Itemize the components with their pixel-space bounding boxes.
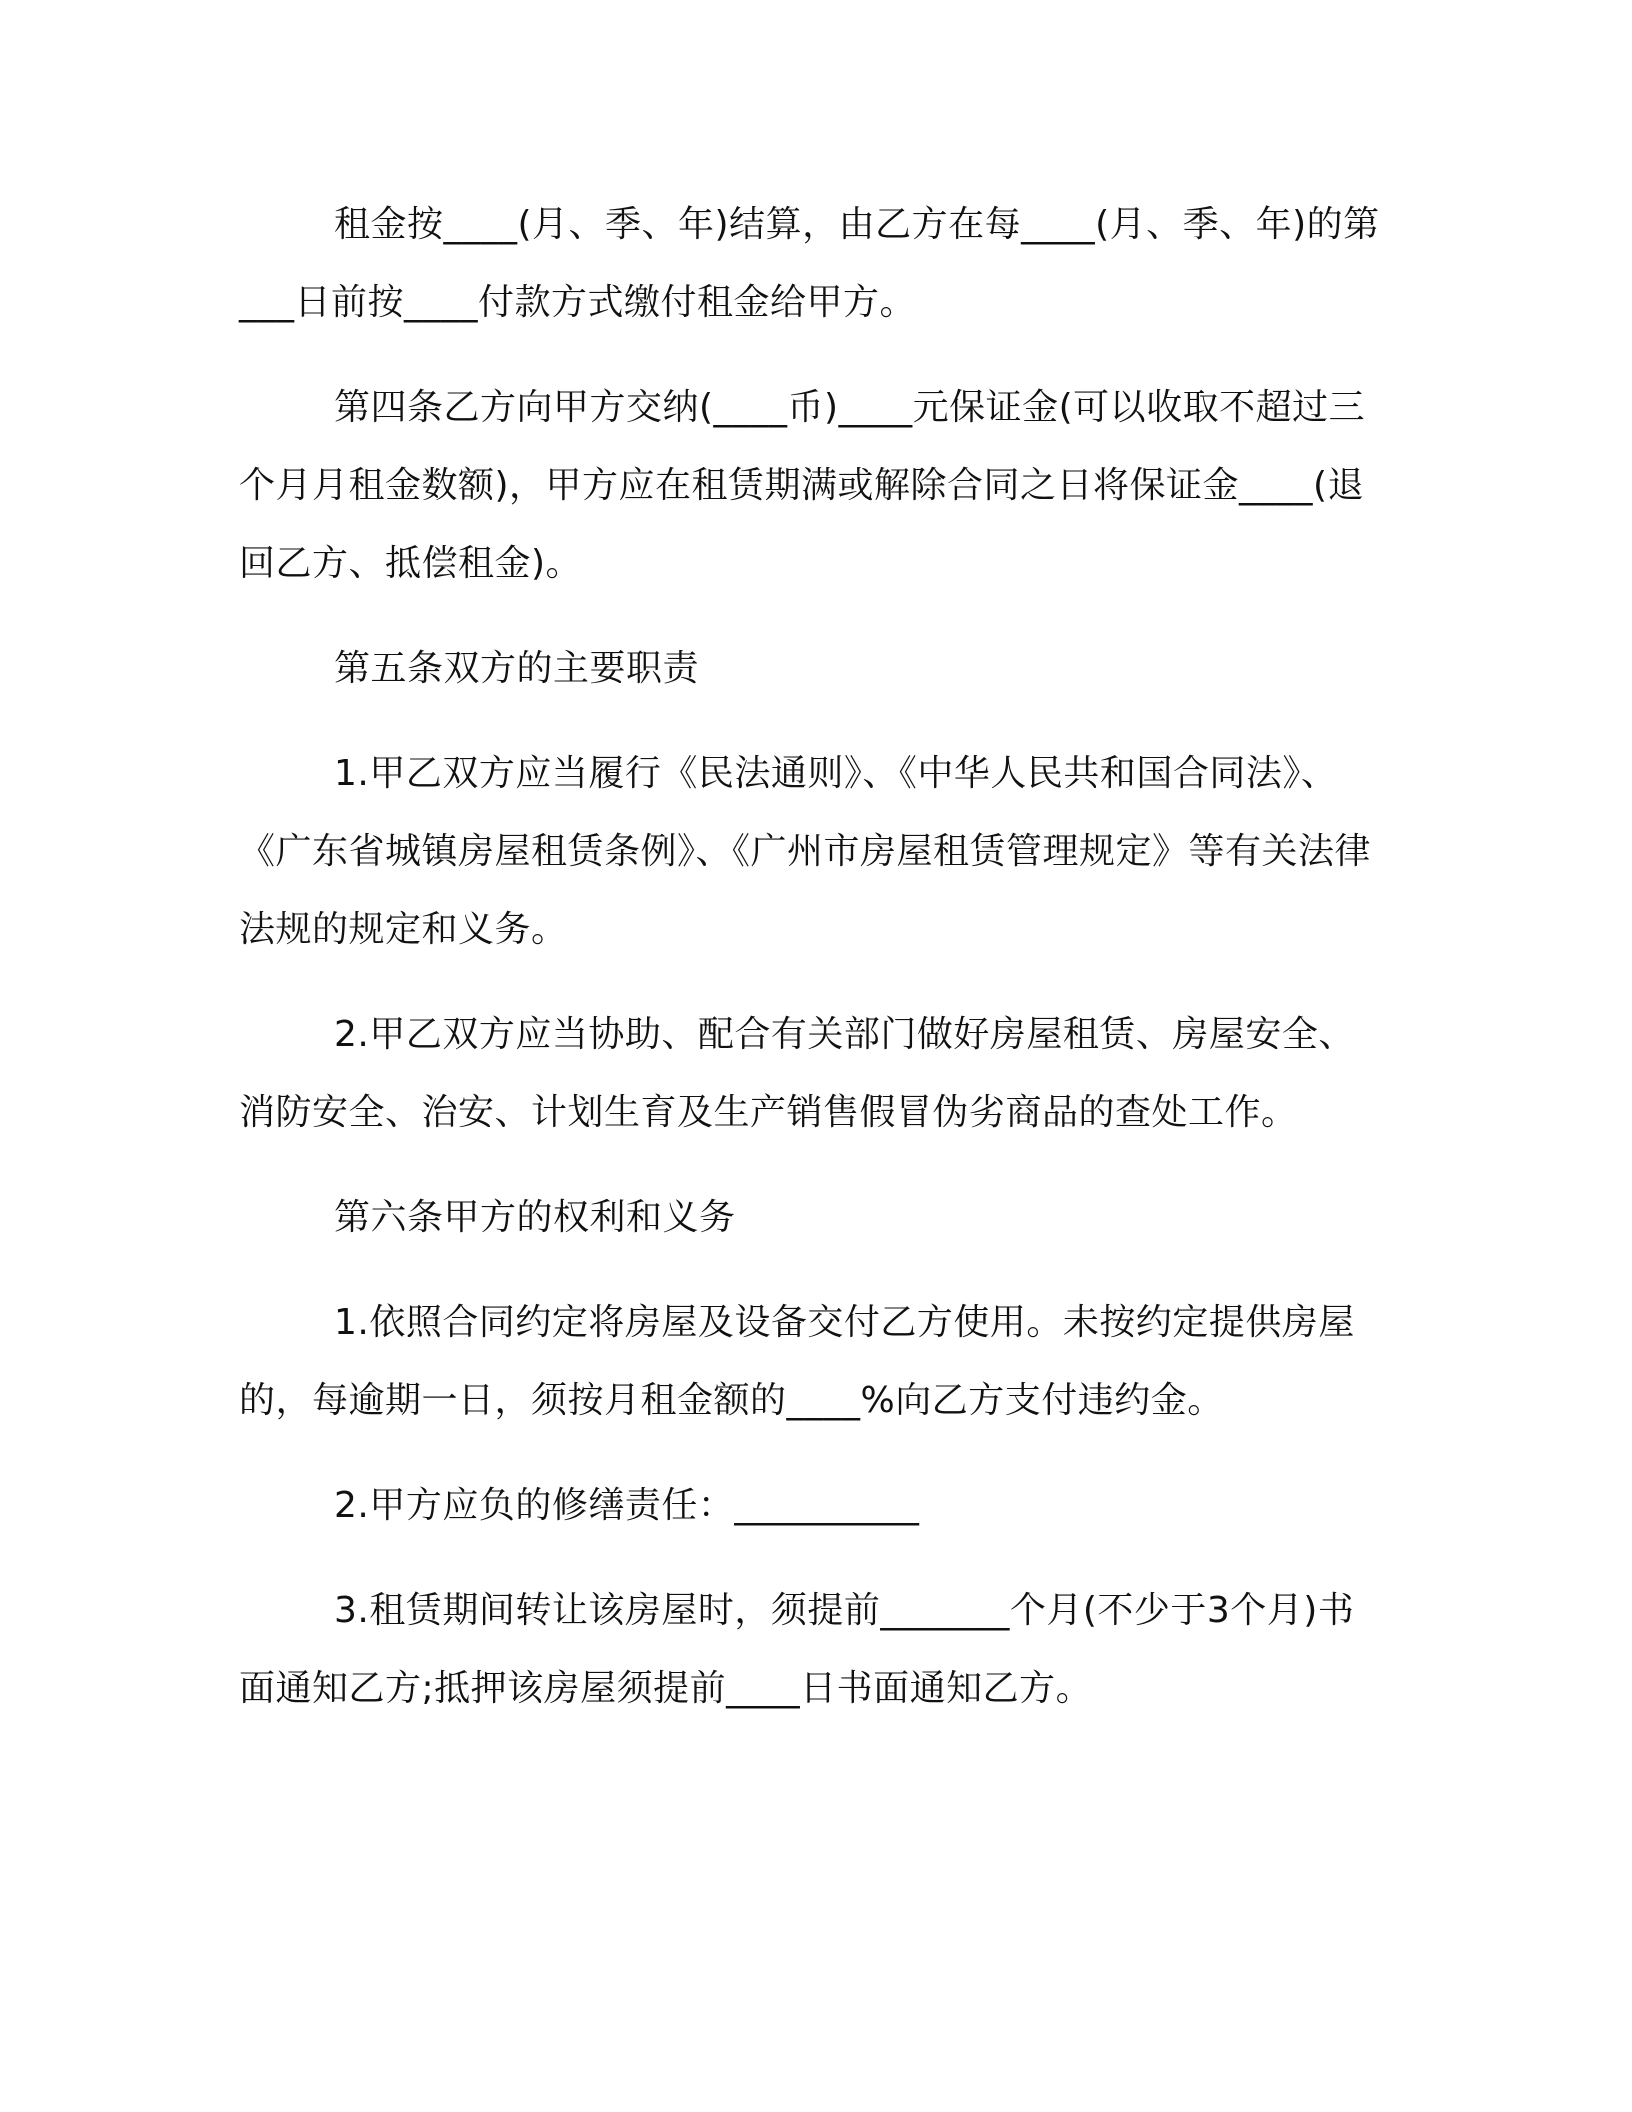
paragraph-article-5-item-1: 1.甲乙双方应当履行《民法通则》、《中华人民共和国合同法》、《广东省城镇房屋租赁条例》、《广州市房屋租赁管理规定》等有关法律法规的规定和义务。: [239, 753, 1372, 950]
heading-article-5: 第五条双方的主要职责: [334, 648, 700, 689]
document-body: [239, 186, 1389, 1755]
paragraph-article-4-deposit: 第四条乙方向甲方交纳(____币)____元保证金(可以收取不超过三个月月租金数额)，甲方应在租赁期满或解除合同之日将保证金____(退回乙方、抵偿租金)。: [239, 387, 1366, 584]
heading-article-6: 第六条甲方的权利和义务: [334, 1197, 736, 1238]
paragraph-article-6-item-2: 2.甲方应负的修缮责任：__________: [334, 1485, 920, 1526]
paragraph-rent-settlement: 租金按____(月、季、年)结算，由乙方在每____(月、季、年)的第___日前按____付款方式缴付租金给甲方。: [239, 204, 1380, 323]
paragraph-article-6-item-1: 1.依照合同约定将房屋及设备交付乙方使用。未按约定提供房屋的，每逾期一日，须按月租金额的____%向乙方支付违约金。: [239, 1302, 1355, 1421]
paragraph-article-6-item-3: 3.租赁期间转让该房屋时，须提前_______个月(不少于3个月)书面通知乙方;抵押该房屋须提前____日书面通知乙方。: [239, 1590, 1355, 1709]
paragraph-article-5-item-2: 2.甲乙双方应当协助、配合有关部门做好房屋租赁、房屋安全、消防安全、治安、计划生育及生产销售假冒伪劣商品的查处工作。: [239, 1014, 1355, 1133]
